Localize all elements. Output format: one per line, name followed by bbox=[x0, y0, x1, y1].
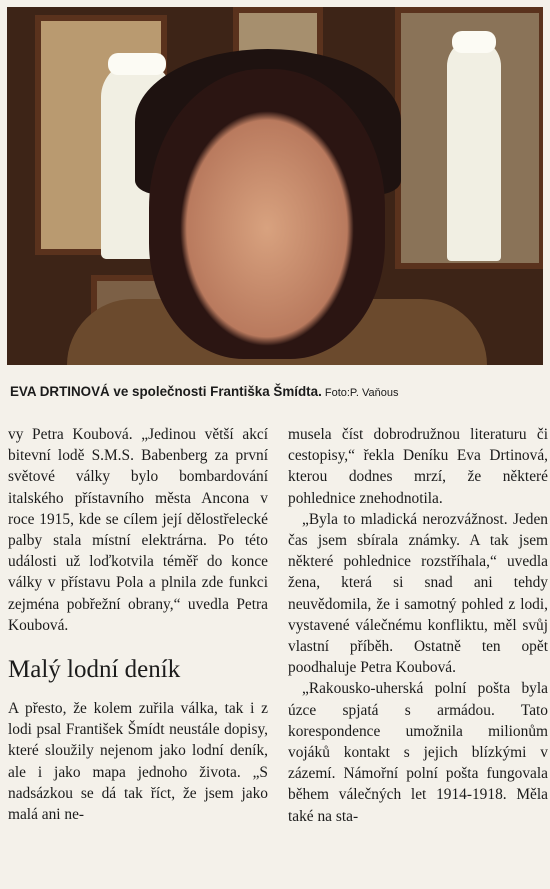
caption-name: EVA DRTINOVÁ bbox=[10, 384, 110, 399]
photo-caption bbox=[10, 384, 540, 399]
article-paragraph: „Byla to mladická nerozvážnost. Jeden čas jsem sbírala známky. A tak jsem některé pohlednice rozstříhala,“ uvedla žena, která si snad ani tehdy neuvědomila, že i samotný pohled z lodi, vystavené válečnému konfliktu, měl svůj vlastní příběh. Ostatně ten opět poodhaluje Petra Koubová. bbox=[288, 510, 548, 677]
caption-photo-credit: Foto:P. Vaňous bbox=[321, 387, 399, 399]
article-paragraph: vy Petra Koubová. „Jedinou větší akcí bitevní lodě S.M.S. Babenberg za první světové války bylo bombardování italského přístavního města Ancona v roce 1915, kde se cílem její dělostřelecké palby stala místní elektrárna. Po této události už loďkotvila téměř do konce války v přístavu Pola a plnila zde funkci zejména pobřežní obrany,“ uvedla Petra Koubová. bbox=[8, 426, 268, 634]
article-photo bbox=[7, 7, 543, 365]
article-paragraph: A přesto, že kolem zuřila válka, tak i z lodi psal František Šmídt neustále dopisy, které sloužily nejenom jako lodní deník, ale i jako mapa jednoho života. „S nadsázkou se dá tak říct, že jsem jako malá ani ne- bbox=[8, 700, 268, 824]
article-column-left bbox=[8, 424, 268, 825]
woman-face bbox=[149, 69, 385, 359]
article-subheading: Malý lodní deník bbox=[8, 656, 181, 684]
article-paragraph: „Rakousko-uherská polní pošta byla úzce spjatá s armádou. Tato korespondence umožnila milionům vojáků kontakt s jejich blízkými v zázemí. Námořní polní pošta fungovala během válečných let 1914-1918. Měla také na sta- bbox=[288, 680, 548, 825]
article-column-right bbox=[288, 424, 548, 827]
naval-officer-figure-right bbox=[447, 39, 501, 261]
caption-text: ve společnosti Františka Šmídta. bbox=[109, 384, 322, 399]
article-paragraph: musela číst dobrodružnou literaturu či cestopisy,“ řekla Deníku Eva Drtinová, kterou dodnes mrzí, že některé pohlednice znehodnotila. bbox=[288, 426, 548, 507]
